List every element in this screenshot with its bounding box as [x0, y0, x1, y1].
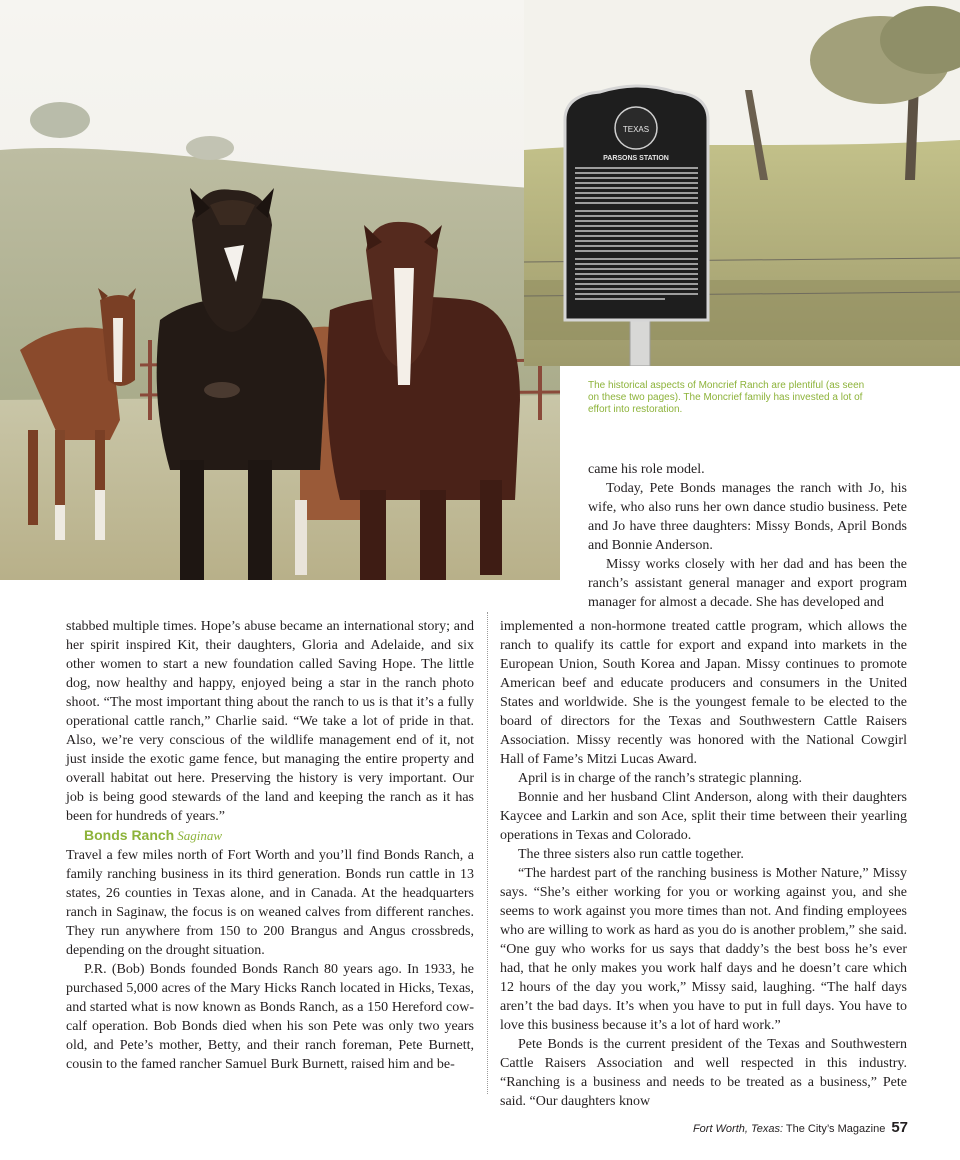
- article-column-left: [66, 617, 474, 1074]
- paragraph: Today, Pete Bonds manages the ranch with Jo, his wife, who also runs her own dance studio business. Pete and Jo have three daughters: Missy Bonds, April Bonds and Bonnie Anderson.: [588, 481, 907, 553]
- paragraph: Pete Bonds is the current president of the Texas and Southwestern Cattle Raisers Association and well respected in this industry. “Ranching is a business and needs to be treated as a business,” Pete said. “Our daughters know: [500, 1037, 907, 1109]
- paragraph: April is in charge of the ranch’s strategic planning.: [518, 771, 802, 786]
- article-column-right-bottom: [500, 617, 907, 1111]
- article-column-right-top: [588, 460, 907, 612]
- marker-inset-photo: [524, 0, 960, 366]
- section-heading-name: Bonds Ranch: [84, 827, 175, 843]
- section-heading: [66, 826, 474, 846]
- magazine-city: Fort Worth, Texas:: [692, 1123, 783, 1135]
- marker-seal-text: TEXAS: [622, 125, 650, 134]
- paragraph: came his role model.: [588, 462, 705, 477]
- paragraph: Bonnie and her husband Clint Anderson, along with their daughters Kaycee and Larkin and son Ace, split their time between their yearling operations in Texas and Colorado.: [500, 790, 907, 843]
- paragraph: implemented a non-hormone treated cattle program, which allows the ranch to qualify its cattle for export and expand into markets in the European Union, South Korea and Japan. Missy continues to promote American beef and educate producers and consumers in the United States and worldwide. She is the youngest female to be elected to the board of directors for the Texas and Southwestern Cattle Raisers Association. Missy recently was honored with the National Cowgirl Hall of Fame’s Mitzi Lucas Award.: [500, 619, 907, 767]
- paragraph: Travel a few miles north of Fort Worth and you’ll find Bonds Ranch, a family ranching business in its third generation. Bonds run cattle in 13 states, 26 counties in Texas alone, and in Canada. At the headquarters ranch in Saginaw, the focus is on weaned calves from different ranches. They run anywhere from 150 to 200 Brangus and Angus crossbreds, depending on the drought situation.: [66, 848, 474, 958]
- magazine-name: [693, 1123, 885, 1135]
- paragraph: P.R. (Bob) Bonds founded Bonds Ranch 80 years ago. In 1933, he purchased 5,000 acres of the Mary Hicks Ranch located in Hicks, Texas, and started what is now known as Bonds Ranch, as a 150 Hereford cow-calf operation. Bob Bonds died when his son Pete was only two years old, and Pete’s mother, Betty, and their ranch foreman, Pete Burnett, cousin to the famed rancher Samuel Burk Burnett, raised him and be-: [66, 962, 474, 1072]
- paragraph: stabbed multiple times. Hope’s abuse became an international story; and her spirit inspired Kit, their daughters, Gloria and Adelaide, and six other women to start a new foundation called Saving Hope. The little dog, now healthy and happy, enjoyed being a star in the ranch photo shoot. “The most important thing about the ranch to us is that it’s a fully operational cattle ranch,” Charlie said. “We take a lot of pride in that. Also, we’re very conscious of the wildlife management end of it, not just inside the exotic game fence, but managing the entire property and overall habitat out here. Preserving the history is very important. Our job is being good stewards of the land and keeping the ranch as it has been for hundreds of years.”: [66, 619, 474, 824]
- page-footer: [693, 1119, 908, 1136]
- column-divider: [487, 612, 488, 1094]
- page-number: 57: [891, 1119, 908, 1136]
- marker-title: PARSONS STATION: [603, 155, 669, 162]
- paragraph: Missy works closely with her dad and has been the ranch’s assistant general manager and export program manager for almost a decade. She has developed and: [588, 557, 907, 610]
- photo-caption: The historical aspects of Moncrief Ranch are plentiful (as seen on these two pages). The Moncrief family has invested a lot of effort into restoration.: [588, 380, 865, 415]
- paragraph: “The hardest part of the ranching business is Mother Nature,” Missy says. “She’s either working for you or working against you, and she seems to work against you more times than not. And finding employees who are willing to work as hard as you do is another problem,” she said. “One guy who works for us says that daddy’s the best boss he’s ever had, that he only makes you work half days and he doesn’t care which 12 hours of the day you work,” Missy said, laughing. “The half days aren’t the bad days. It’s when you have to put in full days. You have to love this business because it’s a lot of hard work.”: [500, 866, 907, 1033]
- magazine-title: The City’s Magazine: [785, 1123, 886, 1135]
- section-heading-place: Saginaw: [177, 828, 223, 843]
- paragraph: The three sisters also run cattle together.: [518, 847, 744, 862]
